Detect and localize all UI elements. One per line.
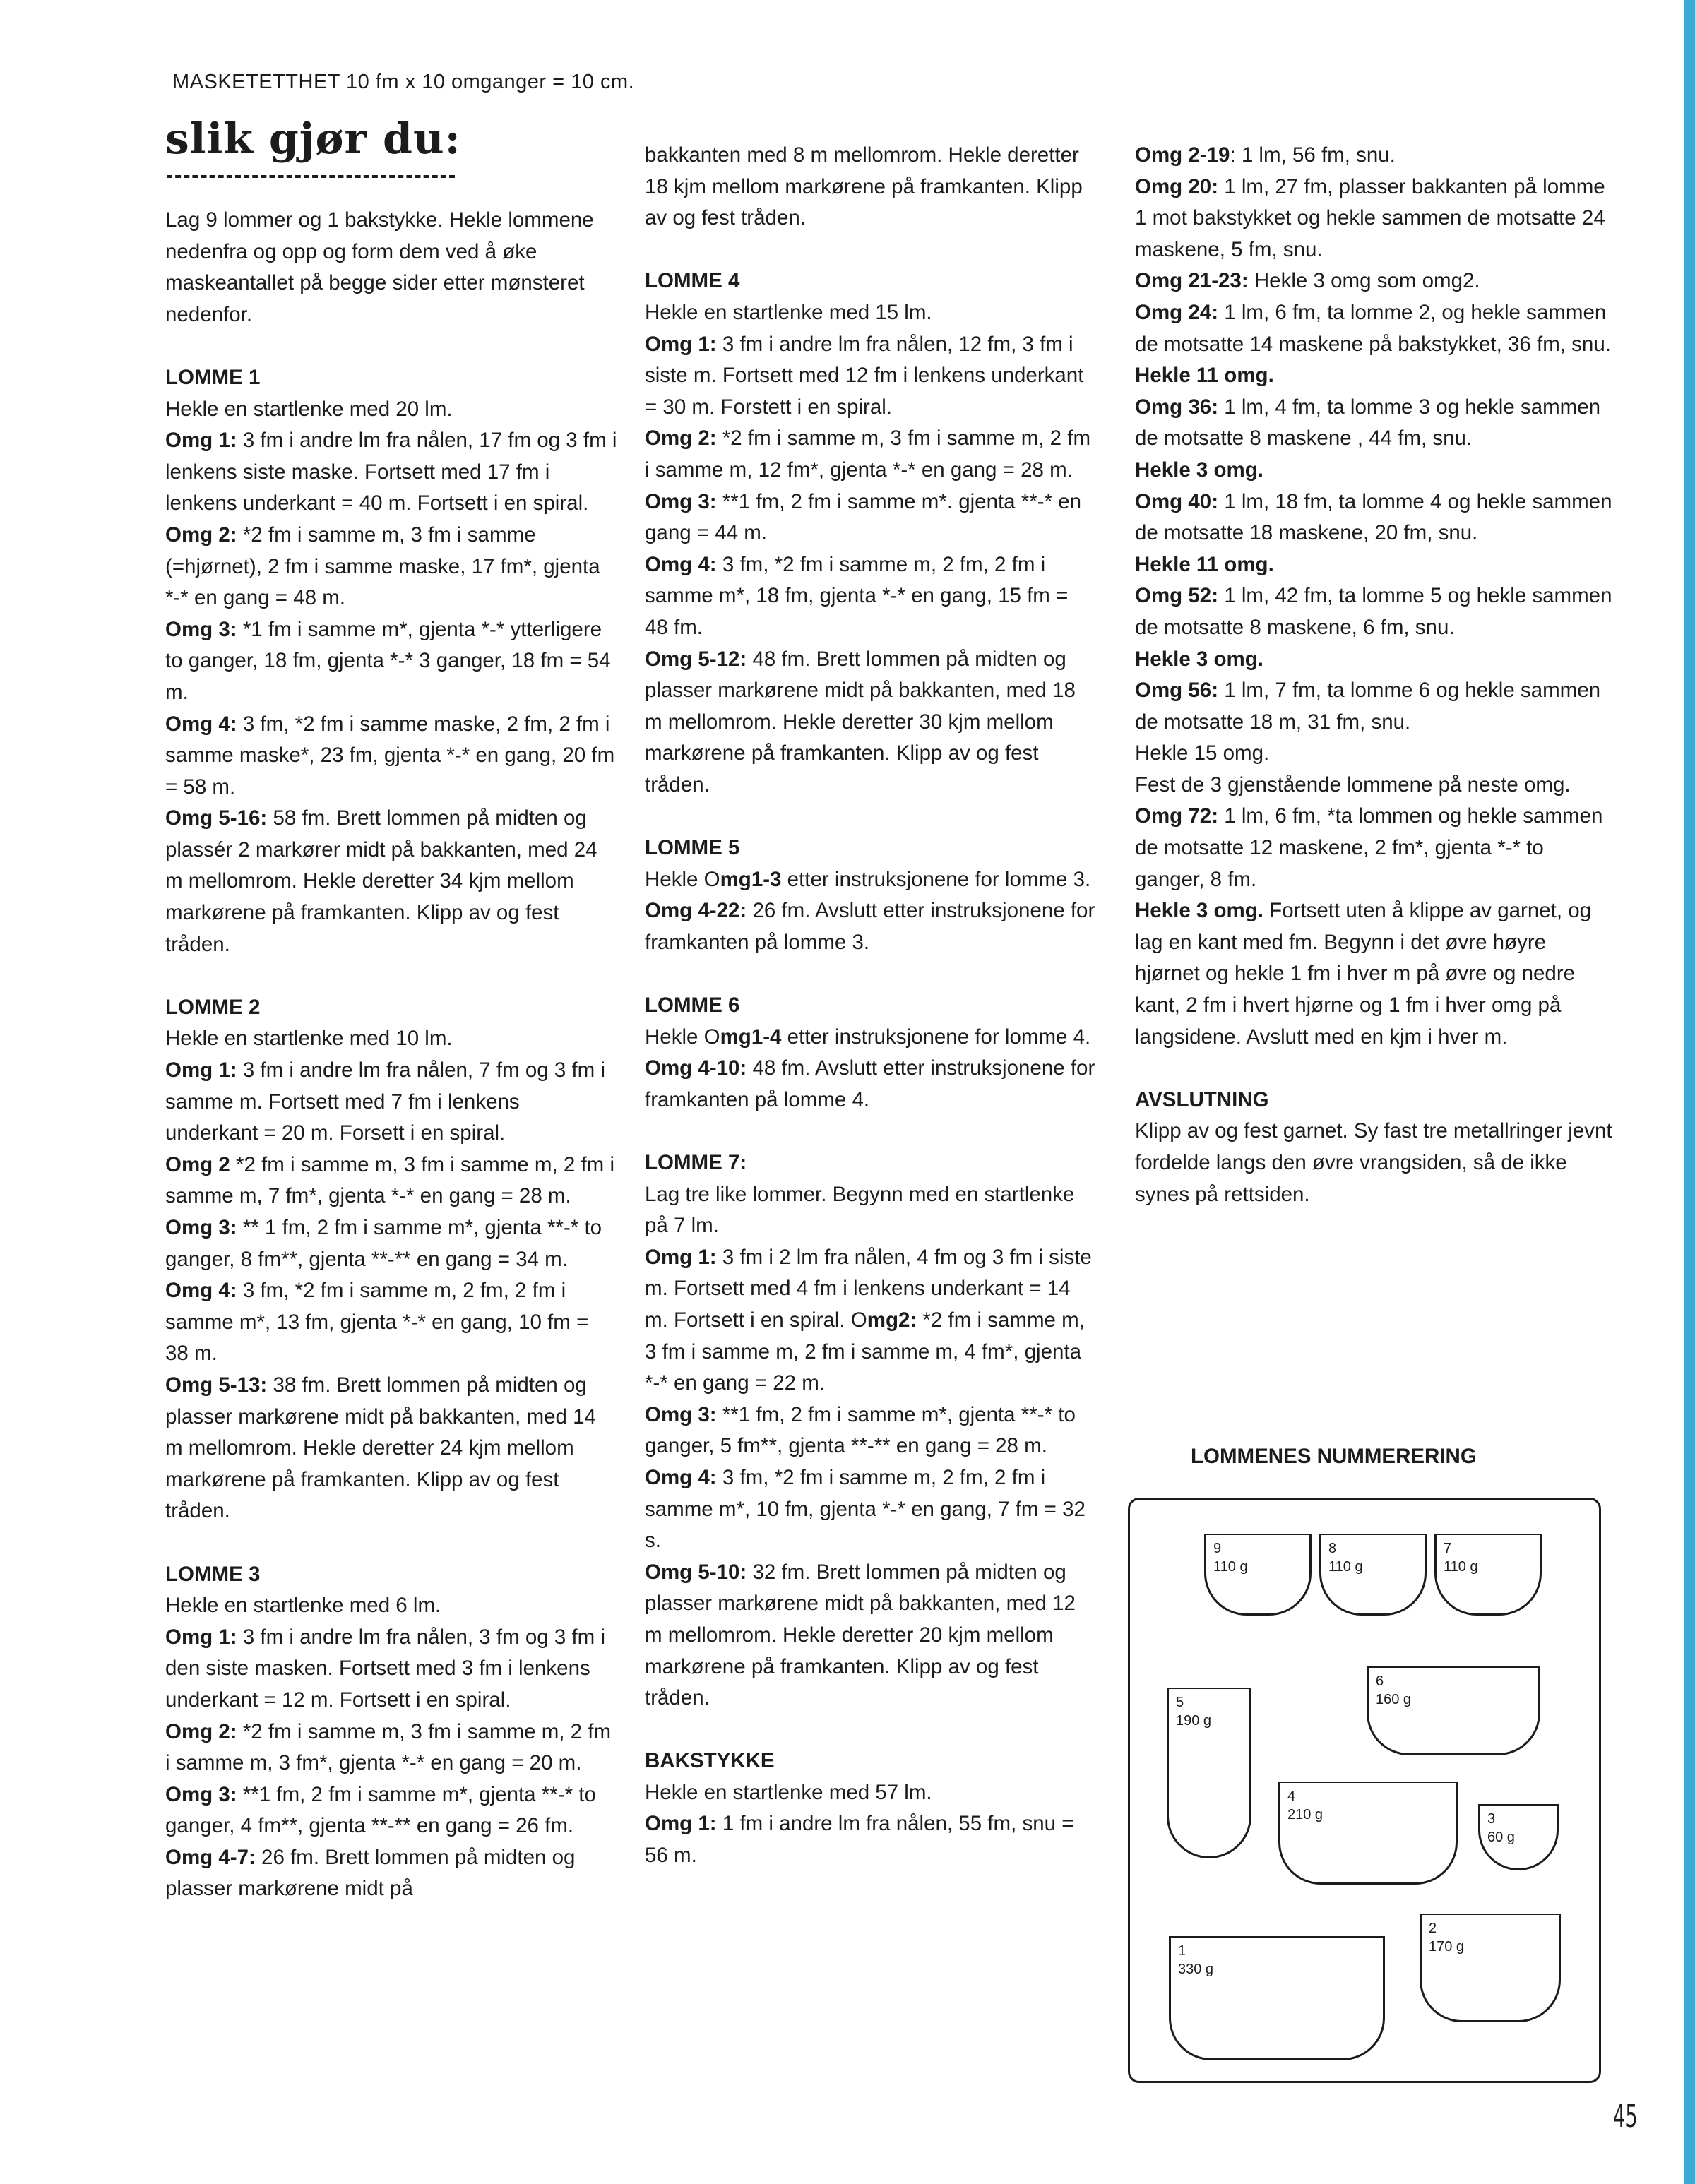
spacer [645,234,1097,266]
instruction-paragraph [1135,140,1615,172]
column-3-body [1135,140,1615,1210]
instruction-label: Omg 1: [165,1625,237,1649]
instruction-text: 1 lm, 6 fm, ta lomme 2, og hekle sammen de motsatte 14 maskene på bakstykket, 36 fm, snu. [1135,300,1611,356]
instruction-paragraph [165,1370,617,1527]
instruction-text: Fest de 3 gjenstående lommene på neste omg. [1135,772,1571,796]
instruction-label: Omg 3: [645,1402,717,1426]
instruction-paragraph [165,425,617,520]
instruction-label: Hekle 11 omg. [1135,364,1274,388]
instruction-text: 3 fm i andre lm fra nålen, 12 fm, 3 fm i siste m. Fortsett med 12 fm i lenkens underkant = 30 m. Forstett i en spiral. [645,332,1084,419]
instruction-text: *2 fm i samme m, 3 fm i samme m, 2 fm i samme m, 3 fm*, gjenta *-* en gang = 20 m. [165,1719,612,1775]
instruction-text: Hekle en startlenke med 10 lm. [165,1027,453,1051]
instruction-text: 38 fm. Brett lommen på midten og plasser markørene midt på bakkanten, med 14 m mellomrom. Hekle deretter 24 kjm mellom markørene på framkanten. Klipp av og fest tråden. [165,1373,596,1523]
instruction-paragraph [1135,580,1615,643]
instruction-label: Hekle 3 omg. [1135,647,1263,671]
pocket-number: 9 [1213,1541,1222,1556]
instruction-text: Hekle en startlenke med 6 lm. [165,1594,441,1618]
instruction-text: 26 fm. Avslutt etter instruksjonene for framkanten på lomme 3. [645,899,1095,954]
column-1 [165,205,617,1905]
instruction-text: 1 fm i andre lm fra nålen, 55 fm, snu = 56 m. [645,1812,1074,1868]
instruction-text: 3 fm i andre lm fra nålen, 17 fm og 3 fm i lenkens siste maske. Fortsett med 17 fm i lenkens underkant = 40 m. Fortsett i en spiral. [165,429,617,515]
instruction-label: Omg 72: [1135,804,1219,828]
pocket-number: 6 [1376,1673,1384,1689]
instruction-text: 3 fm, *2 fm i samme m, 2 fm, 2 fm i samme m*, 10 fm, gjenta *-* en gang, 7 fm = 32 s. [645,1465,1086,1553]
instruction-paragraph [165,1023,617,1055]
pocket-7 [1434,1534,1542,1616]
instruction-paragraph [1135,770,1615,801]
instruction-paragraph [645,329,1097,424]
pocket-6 [1367,1666,1540,1755]
section-heading: BAKSTYKKE [645,1749,775,1773]
instruction-text: Hekle O [645,867,720,891]
instruction-paragraph [645,297,1097,329]
instruction-paragraph [645,1400,1097,1462]
instruction-paragraph [165,1055,617,1150]
instruction-label: Omg 1: [165,1058,237,1082]
instruction-label: Omg 40: [1135,489,1219,513]
instruction-paragraph [645,1462,1097,1557]
instruction-text: Klipp av og fest garnet. Sy fast tre metallringer jevnt fordelde langs den øvre vrangsiden, så de ikke synes på rettsiden. [1135,1119,1612,1206]
instruction-paragraph [165,520,617,614]
instruction-text: 3 fm, *2 fm i samme maske, 2 fm, 2 fm i samme maske*, 23 fm, gjenta *-* en gang, 20 fm = 58 m. [165,712,615,799]
instruction-label: Omg 36: [1135,395,1219,419]
instruction-text: Hekle en startlenke med 20 lm. [165,397,453,421]
instruction-paragraph [165,1779,617,1842]
pocket-weight: 110 g [1444,1559,1478,1575]
instruction-text: *2 fm i samme m, 3 fm i samme m, 2 fm i samme m, 4 fm*, gjenta *-* en gang = 22 m. [645,1308,1085,1395]
instruction-text: 58 fm. Brett lommen på midten og plassér 2 markører midt på bakkanten, med 24 m mellomrom. Hekle deretter 34 kjm mellom markørene på framkanten. Klipp av og fest tråden. [165,806,597,956]
spacer [645,958,1097,990]
instruction-paragraph [645,1022,1097,1054]
pocket-4 [1278,1782,1458,1885]
instruction-label: Omg 3: [165,617,237,641]
instruction-label: mg2: [867,1308,917,1332]
pocket-weight: 60 g [1487,1830,1515,1845]
section-heading: LOMME 5 [645,836,740,860]
instruction-paragraph [1135,549,1615,581]
instruction-paragraph [1135,455,1615,487]
instruction-text: Hekle 3 omg som omg2. [1248,269,1480,293]
instruction-label: Omg 1: [645,1812,717,1836]
instruction-text: 3 fm i andre lm fra nålen, 3 fm og 3 fm i den siste masken. Fortsett med 3 fm i lenkens underkant = 12 m. Fortsett i en spiral. [165,1625,606,1712]
gauge-line: MASKETETTHET 10 fm x 10 omganger = 10 cm. [172,71,635,93]
instruction-paragraph [1135,738,1615,770]
pocket-number: 8 [1328,1541,1337,1556]
column-2-body [645,140,1097,1872]
instruction-label: Omg 3: [165,1782,237,1806]
pocket-1 [1169,1936,1385,2060]
instruction-paragraph [1135,675,1615,738]
spacer [165,330,617,362]
column-3 [1135,140,1615,1210]
instruction-text: etter instruksjonene for lomme 3. [781,867,1091,891]
instruction-paragraph [645,1557,1097,1714]
pocket-9 [1204,1534,1312,1616]
pocket-3 [1478,1804,1559,1870]
instruction-text: 1 lm, 42 fm, ta lomme 5 og hekle sammen de motsatte 8 maskene, 6 fm, snu. [1135,584,1612,639]
instruction-label: Omg 4: [645,1465,717,1489]
instruction-paragraph [1135,360,1615,392]
section-heading: LOMME 1 [165,365,261,389]
instruction-text: 48 fm. Brett lommen på midten og plasser markørene midt på bakkanten, med 18 m mellomrom. Hekle deretter 30 kjm mellom markørene på framkanten. Klipp av og fest tråden. [645,647,1076,796]
instruction-text: 3 fm, *2 fm i samme m, 2 fm, 2 fm i samme m*, 18 fm, gjenta *-* en gang, 15 fm = 48 fm. [645,552,1069,639]
instruction-paragraph [1135,265,1615,297]
instruction-label: Omg 5-12: [645,647,747,671]
instruction-text: Hekle en startlenke med 15 lm. [645,300,932,324]
instruction-text: etter instruksjonene for lomme 4. [781,1025,1091,1049]
spacer [645,1116,1097,1147]
instruction-label: Hekle 11 omg. [1135,552,1274,576]
instruction-label: Omg 24: [1135,300,1219,324]
instruction-paragraph [645,895,1097,958]
instruction-paragraph [1135,297,1615,360]
instruction-label: Hekle 3 omg. [1135,458,1263,482]
spacer [165,1527,617,1559]
pocket-weight: 210 g [1287,1807,1324,1822]
title-underline [167,175,455,178]
instruction-paragraph [165,614,617,709]
pocket-number: 5 [1176,1695,1184,1710]
instruction-text: 26 fm. Brett lommen på midten og plasser markørene midt på [165,1845,576,1901]
section-heading: LOMME 4 [645,269,740,293]
instruction-text: Lag tre like lommer. Begynn med en startlenke på 7 lm. [645,1182,1075,1238]
instruction-paragraph [1135,392,1615,455]
instruction-paragraph [1135,487,1615,549]
instruction-paragraph [165,394,617,426]
spacer [645,801,1097,833]
pocket-weight: 160 g [1376,1692,1412,1707]
instruction-text: 1 lm, 27 fm, plasser bakkanten på lomme 1 mot bakstykket og hekle sammen de motsatte 24 maskene, 5 fm, snu. [1135,174,1605,261]
instruction-text: *2 fm i samme m, 3 fm i samme m, 2 fm i samme m, 7 fm*, gjenta *-* en gang = 28 m. [165,1152,614,1208]
instruction-text: **1 fm, 2 fm i samme m*, gjenta **-* to ganger, 4 fm**, gjenta **-** en gang = 26 fm. [165,1782,596,1838]
instruction-text: *2 fm i samme m, 3 fm i samme (=hjørnet), 2 fm i samme maske, 17 fm*, gjenta *-* en gang = 48 m. [165,523,600,610]
instruction-label: Omg 2-19 [1135,143,1230,167]
instruction-text: Hekle 15 omg. [1135,741,1270,765]
pocket-number: 4 [1287,1789,1296,1804]
edge-stripe [1684,0,1695,2184]
instruction-label: Omg 1: [645,1245,717,1269]
instruction-label: Omg 2: [165,1719,237,1743]
instruction-label: Omg 2 [165,1152,230,1176]
instruction-label: mg1-4 [720,1025,782,1049]
instruction-text: 32 fm. Brett lommen på midten og plasser markørene midt på bakkanten, med 12 m mellomrom. Hekle deretter 20 kjm mellom markørene på framkanten. Klipp av og fest tråden. [645,1560,1076,1710]
instruction-paragraph [1135,644,1615,676]
column-2 [645,140,1097,1872]
instruction-text: : 1 lm, 56 fm, snu. [1230,143,1396,167]
instruction-label: Omg 4: [165,712,237,736]
instruction-paragraph [645,140,1097,234]
instruction-paragraph [165,1275,617,1370]
instruction-paragraph [165,1842,617,1905]
instruction-text: 1 lm, 7 fm, ta lomme 6 og hekle sammen de motsatte 18 m, 31 fm, snu. [1135,679,1601,734]
instruction-label: Hekle 3 omg. [1135,899,1263,923]
instruction-paragraph [645,1242,1097,1400]
instruction-paragraph [645,487,1097,549]
instruction-text: 48 fm. Avslutt etter instruksjonene for framkanten på lomme 4. [645,1056,1095,1111]
instruction-label: Omg 3: [645,489,717,513]
pocket-2 [1420,1914,1561,2022]
section-heading: LOMME 3 [165,1562,261,1586]
instruction-label: Omg 1: [165,429,237,453]
pocket-number: 7 [1444,1541,1452,1556]
instruction-paragraph [165,709,617,804]
instruction-label: Omg 4-22: [645,899,747,923]
pocket-number: 3 [1487,1811,1496,1827]
figure-title: LOMMENES NUMMERERING [1191,1445,1477,1468]
intro-text: Lag 9 lommer og 1 bakstykke. Hekle lommene nedenfra og opp og form dem ved å øke maskeantallet på begge sider etter mønsteret nedenfor. [165,208,594,326]
pocket-weight: 110 g [1213,1559,1248,1575]
pocket-number: 1 [1178,1943,1186,1959]
instruction-paragraph [165,1622,617,1717]
instruction-paragraph [645,1777,1097,1809]
instruction-paragraph [645,1808,1097,1871]
instruction-text: bakkanten med 8 m mellomrom. Hekle deretter 18 kjm mellom markørene på framkanten. Klipp av og fest tråden. [645,143,1083,230]
pocket-5 [1167,1688,1251,1858]
instruction-label: Omg 52: [1135,584,1219,608]
instruction-label: Omg 3: [165,1216,237,1239]
instruction-paragraph [165,1590,617,1622]
instruction-paragraph [645,1179,1097,1242]
instruction-label: Omg 5-10: [645,1560,747,1584]
instruction-text: 1 lm, 6 fm, *ta lommen og hekle sammen de motsatte 12 maskene, 2 fm*, gjenta *-* to ganger, 8 fm. [1135,804,1603,891]
instruction-paragraph [1135,895,1615,1053]
instruction-label: Omg 2: [165,523,237,547]
instruction-paragraph [1135,1116,1615,1210]
pocket-weight: 110 g [1328,1559,1363,1575]
instruction-paragraph [645,423,1097,486]
instruction-text: 3 fm i andre lm fra nålen, 7 fm og 3 fm i samme m. Fortsett med 7 fm i lenkens underkant = 20 m. Forsett i en spiral. [165,1058,606,1145]
instruction-text: 3 fm i 2 lm fra nålen, 4 fm og 3 fm i siste m. Fortsett med 4 fm i lenkens underkant = 14 m. Fortsett i en spiral. O [645,1245,1092,1332]
instruction-text: *2 fm i samme m, 3 fm i samme m, 2 fm i samme m, 12 fm*, gjenta *-* en gang = 28 m. [645,426,1091,482]
spacer [1135,1053,1615,1085]
pocket-weight: 170 g [1429,1939,1465,1955]
instruction-paragraph [165,1150,617,1212]
instruction-paragraph [645,549,1097,644]
instruction-text: Hekle en startlenke med 57 lm. [645,1780,932,1804]
section-heading: LOMME 2 [165,995,261,1019]
instruction-paragraph [645,1053,1097,1116]
instruction-label: Omg 2: [645,426,717,450]
pocket-8 [1319,1534,1427,1616]
instruction-paragraph [645,644,1097,801]
instruction-label: Omg 4-10: [645,1056,747,1080]
instruction-label: Omg 21-23: [1135,269,1249,293]
instruction-label: Omg 5-16: [165,806,268,830]
instruction-label: mg1-3 [720,867,782,891]
instruction-paragraph [645,864,1097,896]
instruction-text: 3 fm, *2 fm i samme m, 2 fm, 2 fm i samme m*, 13 fm, gjenta *-* en gang, 10 fm = 38 m. [165,1279,589,1366]
page-number: 45 [1613,2099,1638,2135]
instruction-text: 1 lm, 18 fm, ta lomme 4 og hekle sammen de motsatte 18 maskene, 20 fm, snu. [1135,489,1612,545]
section-heading: LOMME 6 [645,993,740,1018]
instruction-paragraph [165,1717,617,1779]
instruction-label: Omg 1: [645,332,717,356]
pocket-layout-figure [1128,1498,1601,2083]
pocket-weight: 330 g [1178,1962,1214,1977]
instruction-paragraph [1135,172,1615,266]
page-title: slik gjør du: [165,114,461,164]
pocket-number: 2 [1429,1921,1437,1936]
instruction-text: *1 fm i samme m*, gjenta *-* ytterligere to ganger, 18 fm, gjenta *-* 3 ganger, 18 fm = 54 m. [165,617,611,704]
instruction-label: Omg 5-13: [165,1373,268,1397]
column-1-body [165,362,617,1905]
instruction-text: ** 1 fm, 2 fm i samme m*, gjenta **-* to ganger, 8 fm**, gjenta **-** en gang = 34 m. [165,1216,602,1271]
section-heading: AVSLUTNING [1135,1087,1269,1111]
instruction-text: **1 fm, 2 fm i samme m*. gjenta **-* en gang = 44 m. [645,489,1082,545]
instruction-label: Omg 4: [165,1279,237,1303]
instruction-paragraph [165,803,617,960]
spacer [645,1714,1097,1746]
instruction-text: 1 lm, 4 fm, ta lomme 3 og hekle sammen de motsatte 8 maskene , 44 fm, snu. [1135,395,1601,450]
instruction-text: Hekle O [645,1025,720,1049]
instruction-paragraph [1135,801,1615,895]
spacer [165,960,617,992]
instruction-text: **1 fm, 2 fm i samme m*, gjenta **-* to ganger, 5 fm**, gjenta **-** en gang = 28 m. [645,1402,1076,1458]
pocket-weight: 190 g [1176,1713,1212,1729]
instruction-label: Omg 4-7: [165,1845,256,1869]
instruction-paragraph [165,1212,617,1275]
section-heading: LOMME 7: [645,1151,747,1174]
instruction-label: Omg 4: [645,552,717,576]
instruction-text: Fortsett uten å klippe av garnet, og lag en kant med fm. Begynn i det øvre høyre hjørnet og hekle 1 fm i hver m på øvre og nedre kant, 2 fm i hvert hjørne og 1 fm i hver omg på langsidene. Avslutt med en kjm i hver m. [1135,899,1592,1049]
instruction-label: Omg 20: [1135,174,1219,198]
instruction-label: Omg 56: [1135,679,1219,703]
